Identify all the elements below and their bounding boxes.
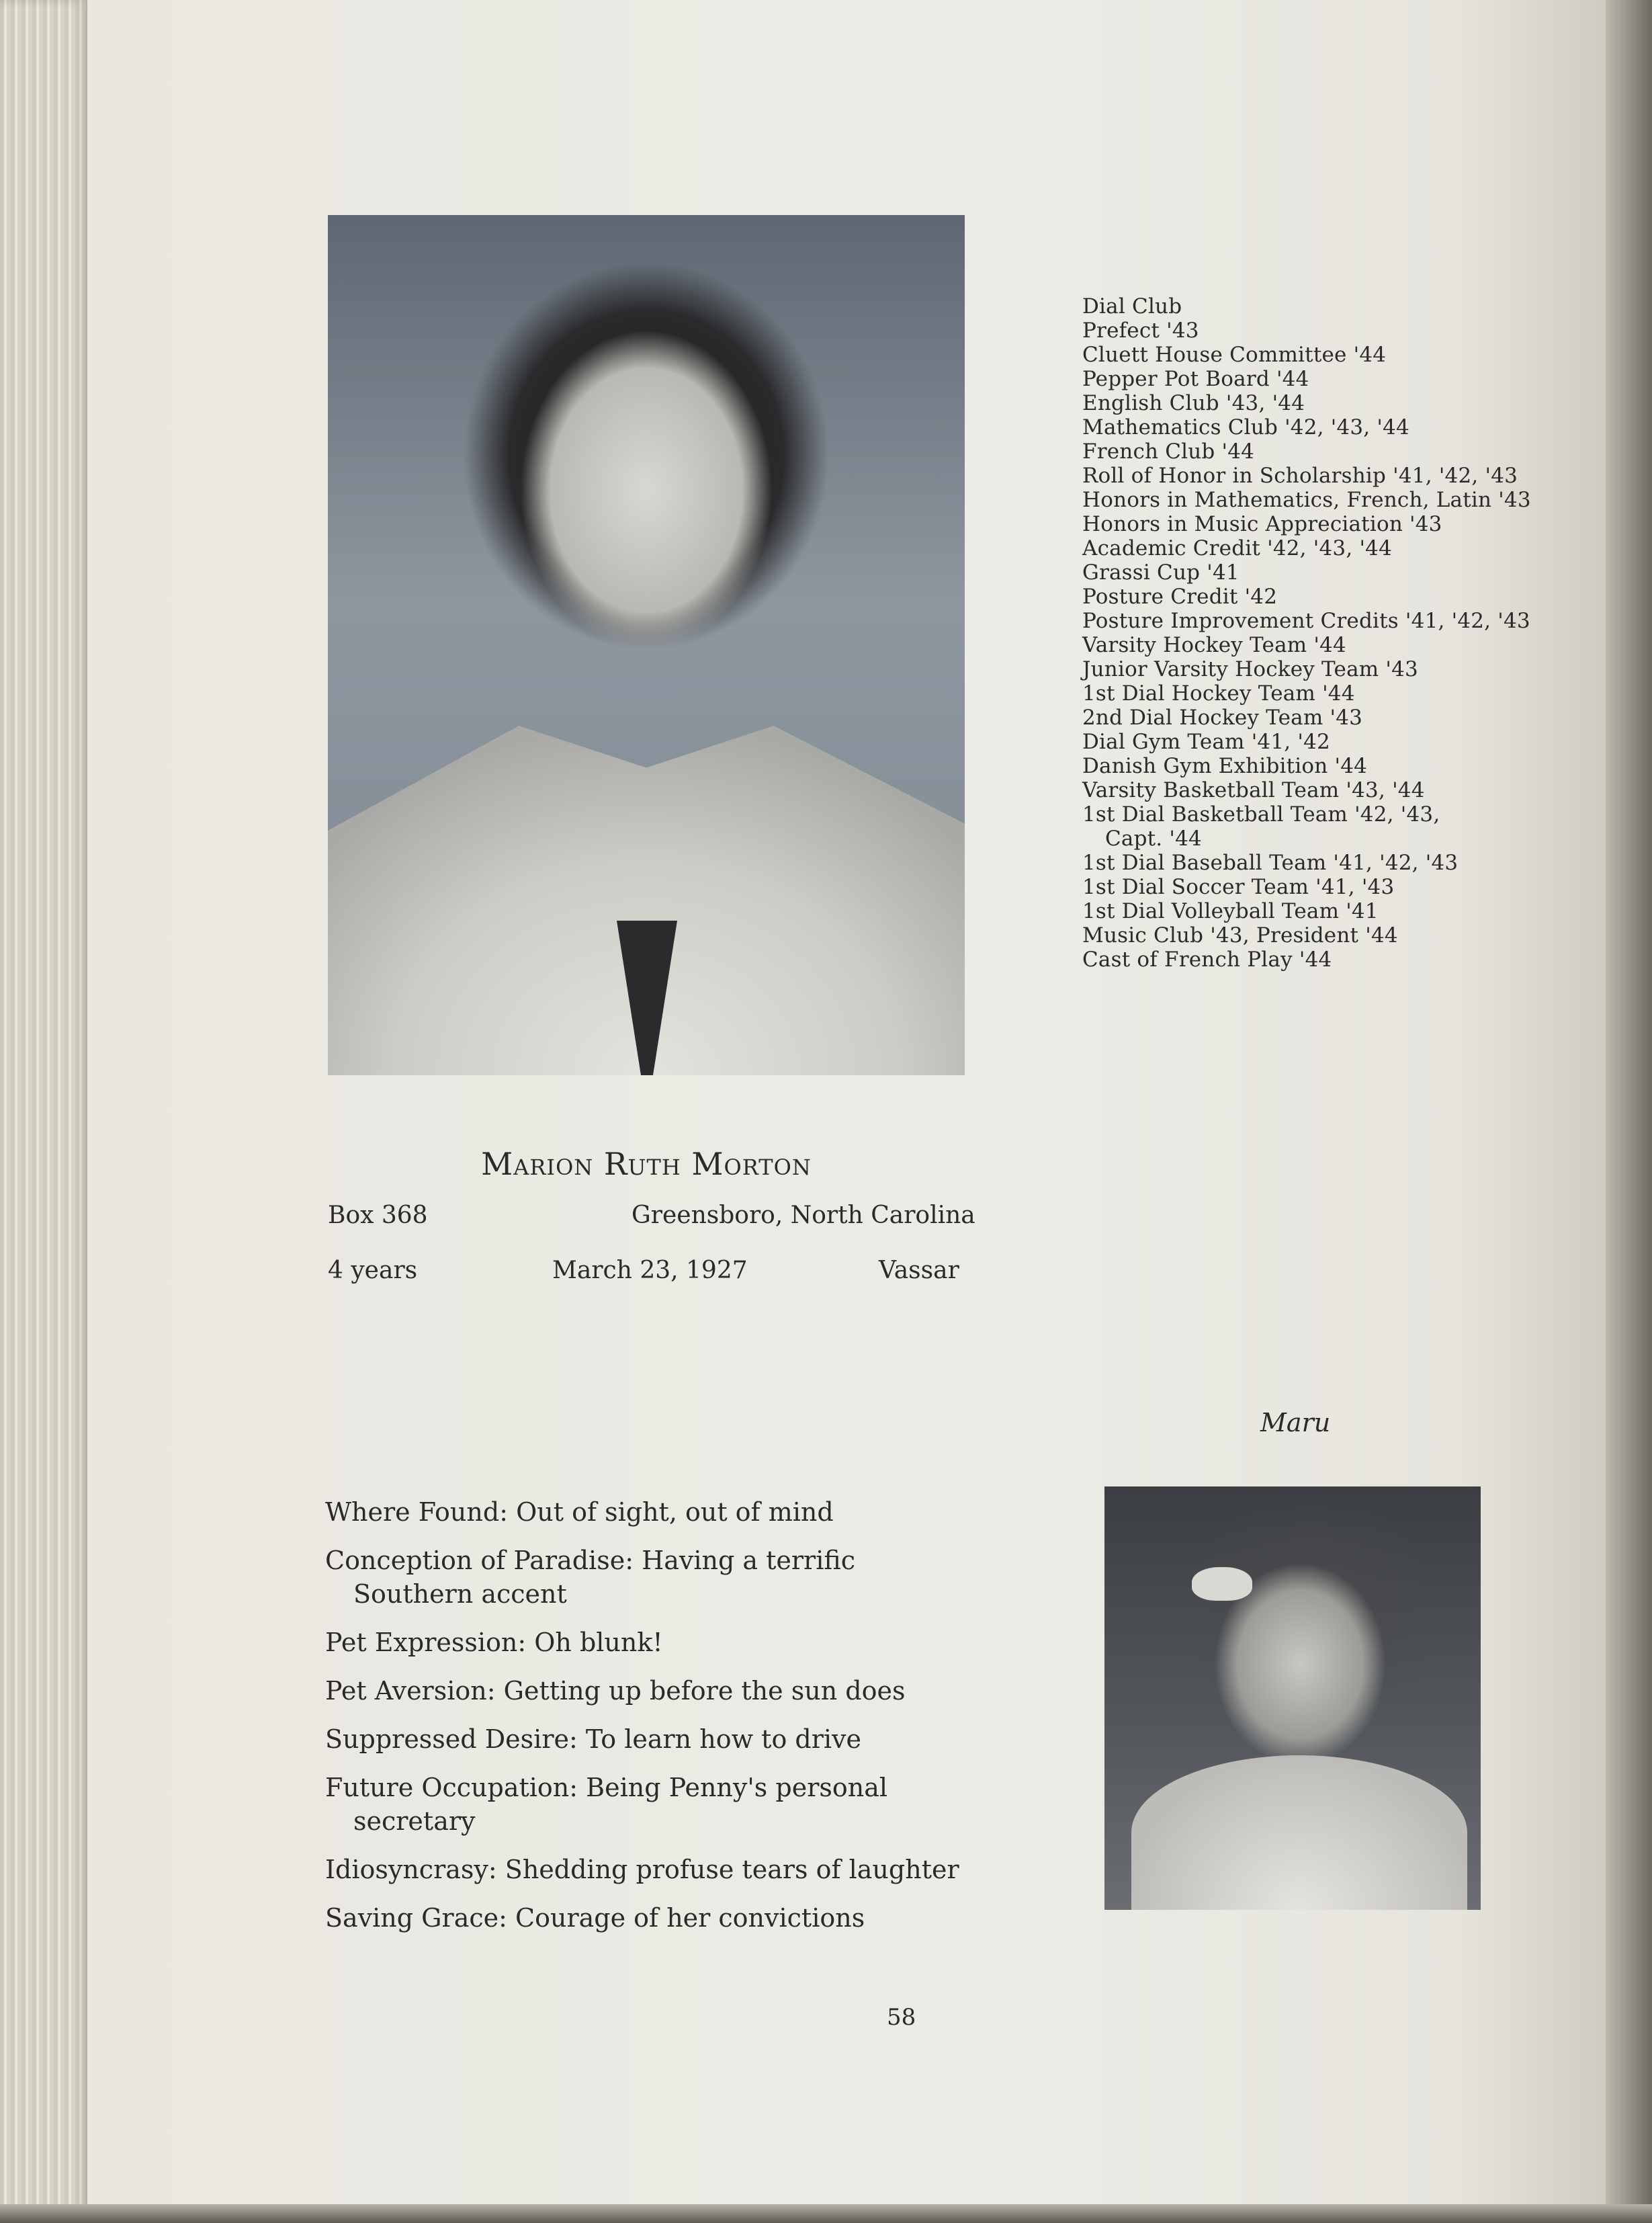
personality-value: Out of sight, out of mind	[516, 1497, 834, 1527]
personality-item	[325, 1771, 970, 1838]
activity-item: 1st Dial Hockey Team '44	[1082, 681, 1355, 706]
nickname-caption: Maru	[1260, 1408, 1331, 1437]
personality-item	[325, 1853, 970, 1886]
activities-list	[1082, 294, 1531, 972]
personality-label: Saving Grace :	[325, 1903, 515, 1933]
personality-value: Getting up before the sun does	[503, 1676, 906, 1706]
years-attended: 4 years	[328, 1257, 418, 1284]
activity-item: Posture Improvement Credits '41, '42, '43	[1082, 609, 1530, 633]
personality-item	[325, 1901, 970, 1935]
senior-portrait-photo	[328, 215, 965, 1075]
activity-item: Prefect '43	[1082, 319, 1199, 343]
childhood-photo-hair-bow	[1192, 1567, 1252, 1601]
activity-item: Junior Varsity Hockey Team '43	[1082, 657, 1418, 681]
student-name: Marion Ruth Morton	[481, 1146, 812, 1182]
table-surface	[0, 2204, 1652, 2223]
personality-item	[325, 1495, 970, 1529]
activity-item: Varsity Hockey Team '44	[1082, 633, 1346, 657]
birthdate: March 23, 1927	[552, 1257, 748, 1284]
activity-item: English Club '43, '44	[1082, 391, 1305, 415]
activity-item: Honors in Mathematics, French, Latin '43	[1082, 488, 1531, 512]
activity-item: 1st Dial Volleyball Team '41	[1082, 899, 1379, 923]
personality-item	[325, 1544, 970, 1611]
personality-item	[325, 1626, 970, 1659]
personality-label: Pet Expression :	[325, 1628, 534, 1657]
activity-item: 1st Dial Soccer Team '41, '43	[1082, 875, 1395, 899]
personality-item	[325, 1674, 970, 1708]
hometown: Greensboro, North Carolina	[632, 1202, 975, 1229]
personality-label: Idiosyncrasy :	[325, 1855, 505, 1884]
personality-label: Suppressed Desire :	[325, 1724, 586, 1754]
personality-label: Conception of Paradise :	[325, 1546, 642, 1575]
activity-item: 2nd Dial Hockey Team '43	[1082, 706, 1363, 730]
activity-item: French Club '44	[1082, 439, 1255, 464]
activity-item: 1st Dial Baseball Team '41, '42, '43	[1082, 851, 1459, 875]
activity-item: Dial Club	[1082, 294, 1182, 319]
activity-item: Pepper Pot Board '44	[1082, 367, 1309, 391]
personality-item	[325, 1722, 970, 1756]
activity-item: 1st Dial Basketball Team '42, '43,	[1082, 802, 1440, 827]
activity-item: Mathematics Club '42, '43, '44	[1082, 415, 1409, 439]
activity-item: Varsity Basketball Team '43, '44	[1082, 778, 1425, 802]
childhood-photo-dress	[1131, 1755, 1467, 1910]
personality-value: Courage of her convictions	[515, 1903, 865, 1933]
book-edge	[0, 0, 87, 2223]
activity-item: Posture Credit '42	[1082, 585, 1278, 609]
activity-item: Dial Gym Team '41, '42	[1082, 730, 1330, 754]
activity-item: Grassi Cup '41	[1082, 560, 1240, 585]
box-number: Box 368	[328, 1202, 428, 1229]
personality-value: Having a terrific Southern accent	[353, 1546, 855, 1609]
personality-value: To learn how to drive	[585, 1724, 862, 1754]
activity-item: Cluett House Committee '44	[1082, 343, 1387, 367]
activity-item: Music Club '43, President '44	[1082, 923, 1398, 948]
childhood-photo	[1104, 1486, 1481, 1910]
personality-value: Shedding profuse tears of laughter	[505, 1855, 959, 1884]
personality-label: Future Occupation :	[325, 1773, 586, 1802]
activity-item: Roll of Honor in Scholarship '41, '42, '43	[1082, 464, 1518, 488]
activity-item: Danish Gym Exhibition '44	[1082, 754, 1368, 778]
personality-label: Where Found :	[325, 1497, 516, 1527]
personality-value: Being Penny's personal secretary	[353, 1773, 888, 1836]
activity-item: Honors in Music Appreciation '43	[1082, 512, 1442, 536]
page-gutter-shadow	[1606, 0, 1652, 2223]
personality-list	[325, 1495, 970, 1949]
personality-label: Pet Aversion :	[325, 1676, 504, 1706]
page-number: 58	[887, 2004, 916, 2031]
activity-item: Academic Credit '42, '43, '44	[1082, 536, 1393, 560]
activity-item-continuation: Capt. '44	[1105, 827, 1202, 851]
activity-item: Cast of French Play '44	[1082, 948, 1332, 972]
personality-value: Oh blunk!	[534, 1628, 663, 1657]
college: Vassar	[879, 1257, 959, 1284]
